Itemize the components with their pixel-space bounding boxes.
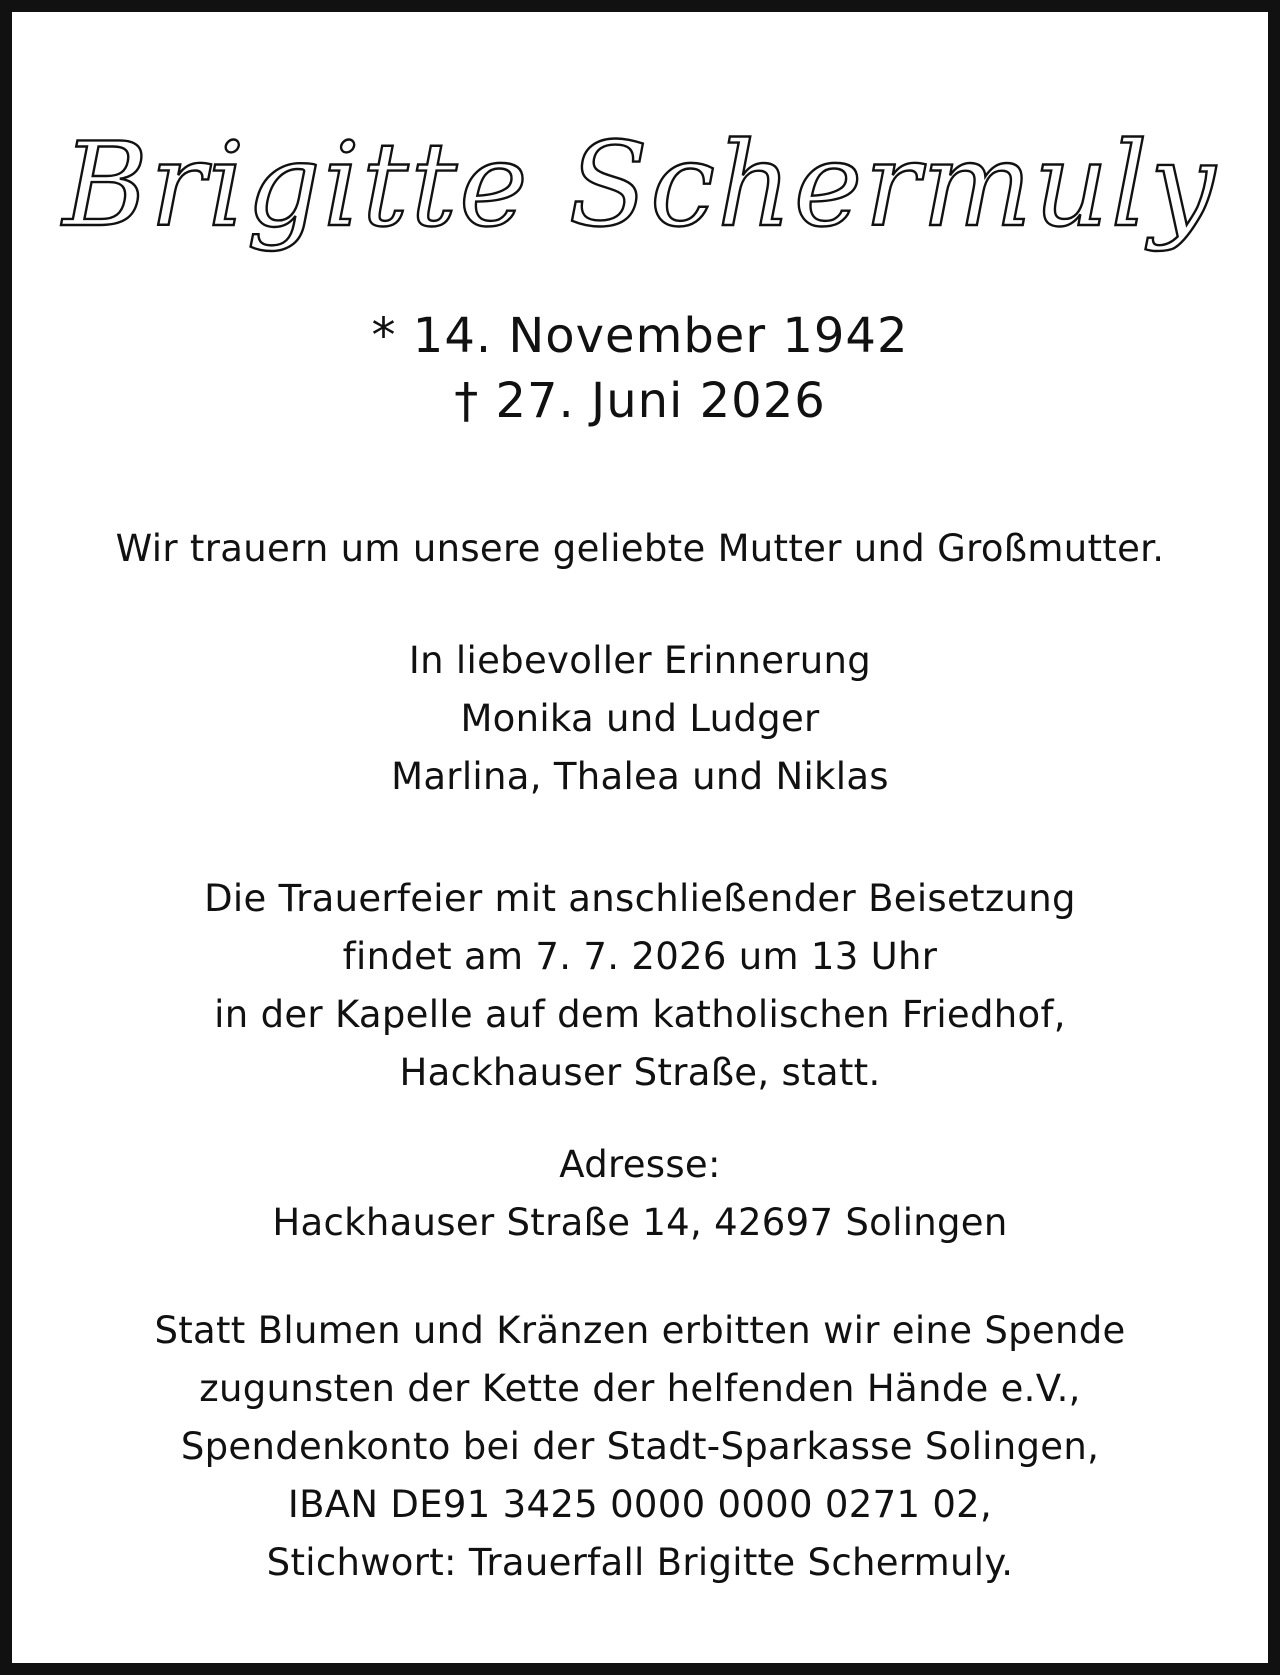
birth-date: * 14. November 1942 xyxy=(371,308,909,364)
mourner-names: Monika und Ludger xyxy=(460,697,820,740)
donation-info xyxy=(12,1302,1268,1592)
service-line: in der Kapelle auf dem katholischen Friedhof, xyxy=(214,993,1066,1036)
service-line: Die Trauerfeier mit anschließender Beisetzung xyxy=(204,877,1076,920)
deceased-name-signature xyxy=(12,90,1268,310)
mourning-line: Wir trauern um unsere geliebte Mutter und Großmutter. xyxy=(115,527,1165,570)
death-date: † 27. Juni 2026 xyxy=(454,373,826,429)
donation-line: zugunsten der Kette der helfenden Hände e.V., xyxy=(199,1367,1081,1410)
mourner-names: Marlina, Thalea und Niklas xyxy=(391,755,889,798)
donation-line: Statt Blumen und Kränzen erbitten wir eine Spende xyxy=(154,1309,1126,1352)
service-line: findet am 7. 7. 2026 um 13 Uhr xyxy=(342,935,938,978)
remembrance-line: In liebevoller Erinnerung xyxy=(408,639,872,682)
signature-script xyxy=(62,90,1218,300)
service-line: Hackhauser Straße, statt. xyxy=(399,1051,881,1094)
donation-line: Stichwort: Trauerfall Brigitte Schermuly. xyxy=(266,1541,1014,1584)
address-block xyxy=(12,1136,1268,1252)
funeral-service-info xyxy=(12,870,1268,1102)
address-line: Hackhauser Straße 14, 42697 Solingen xyxy=(272,1201,1008,1244)
mourning-statement xyxy=(12,520,1268,578)
address-label: Adresse: xyxy=(559,1143,721,1186)
deceased-name: Brigitte Schermuly xyxy=(62,118,1218,253)
remembrance-block xyxy=(12,632,1268,806)
donation-line: Spendenkonto bei der Stadt-Sparkasse Solingen, xyxy=(180,1425,1100,1468)
iban-line: IBAN DE91 3425 0000 0000 0271 02, xyxy=(287,1483,993,1526)
